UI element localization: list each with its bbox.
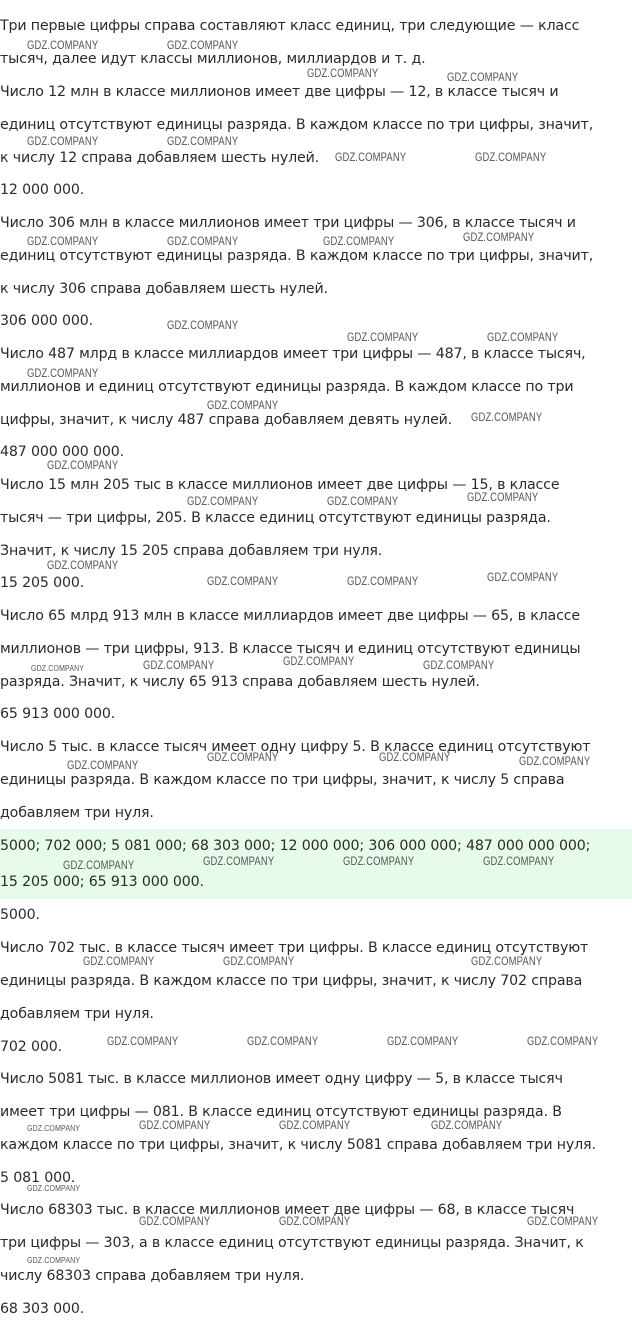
watermark: GDZ.COMPANY [347, 576, 419, 588]
watermark: GDZ.COMPANY [487, 572, 559, 584]
text-line: каждом классе по три цифры, значит, к числу 5081 справа добавляем три нуля. [0, 1137, 596, 1153]
text-line: миллионов — три цифры, 913. В классе тысяч и единиц отсутствуют единицы [0, 641, 581, 657]
watermark: GDZ.COMPANY [475, 152, 547, 164]
watermark: GDZ.COMPANY [471, 412, 543, 424]
watermark: GDZ.COMPANY [431, 1120, 503, 1132]
text-line: три цифры — 303, а в классе единиц отсутствуют единицы разряда. Значит, к [0, 1235, 584, 1251]
watermark: GDZ.COMPANY [207, 752, 279, 764]
text-line: Три первые цифры справа составляют класс единиц, три следующие — класс [0, 18, 580, 34]
watermark: GDZ.COMPANY [463, 232, 535, 244]
text-line: разряда. Значит, к числу 65 913 справа добавляем шесть нулей. [0, 674, 480, 690]
text-line: Число 487 млрд в классе миллиардов имеет три цифры — 487, в классе тысяч, [0, 346, 586, 362]
watermark: GDZ.COMPANY [379, 752, 451, 764]
text-line: 702 000. [0, 1039, 62, 1055]
watermark: GDZ.COMPANY [27, 1123, 81, 1133]
text-line: добавляем три нуля. [0, 805, 154, 821]
watermark: GDZ.COMPANY [467, 492, 539, 504]
watermark: GDZ.COMPANY [167, 236, 239, 248]
watermark: GDZ.COMPANY [27, 40, 99, 52]
text-line: единиц отсутствуют единицы разряда. В каждом классе по три цифры, значит, [0, 248, 594, 264]
watermark: GDZ.COMPANY [27, 368, 99, 380]
watermark: GDZ.COMPANY [223, 956, 295, 968]
text-line: к числу 12 справа добавляем шесть нулей. [0, 150, 320, 166]
watermark: GDZ.COMPANY [83, 956, 155, 968]
answer-line: 5000; 702 000; 5 081 000; 68 303 000; 12 000 000; 306 000 000; 487 000 000 000; [0, 838, 591, 854]
watermark: GDZ.COMPANY [47, 560, 119, 572]
watermark: GDZ.COMPANY [203, 856, 275, 868]
watermark: GDZ.COMPANY [27, 1255, 81, 1265]
text-line: 306 000 000. [0, 313, 93, 329]
watermark: GDZ.COMPANY [187, 496, 259, 508]
text-line: числу 68303 справа добавляем три нуля. [0, 1268, 305, 1284]
watermark: GDZ.COMPANY [335, 152, 407, 164]
watermark: GDZ.COMPANY [139, 1120, 211, 1132]
watermark: GDZ.COMPANY [327, 496, 399, 508]
watermark: GDZ.COMPANY [483, 856, 555, 868]
text-line: тысяч, далее идут классы миллионов, миллиардов и т. д. [0, 51, 426, 67]
watermark: GDZ.COMPANY [279, 1216, 351, 1228]
watermark: GDZ.COMPANY [167, 320, 239, 332]
text-line: Число 15 млн 205 тыс в классе миллионов имеет две цифры — 15, в классе [0, 477, 560, 493]
watermark: GDZ.COMPANY [527, 1036, 599, 1048]
watermark: GDZ.COMPANY [139, 1216, 211, 1228]
text-line: имеет три цифры — 081. В классе единиц отсутствуют единицы разряда. В [0, 1104, 562, 1120]
watermark: GDZ.COMPANY [63, 860, 135, 872]
text-line: единиц отсутствуют единицы разряда. В каждом классе по три цифры, значит, [0, 117, 594, 133]
text-line: Число 68303 тыс. в классе миллионов имеет две цифры — 68, в классе тысяч [0, 1202, 575, 1218]
text-line: Значит, к числу 15 205 справа добавляем три нуля. [0, 543, 383, 559]
text-line: Число 65 млрд 913 млн в классе миллиардов имеет две цифры — 65, в классе [0, 608, 580, 624]
text-line: 65 913 000 000. [0, 706, 116, 722]
text-line: 5000. [0, 907, 40, 923]
watermark: GDZ.COMPANY [279, 1120, 351, 1132]
watermark: GDZ.COMPANY [207, 400, 279, 412]
text-line: цифры, значит, к числу 487 справа добавляем девять нулей. [0, 412, 453, 428]
watermark: GDZ.COMPANY [387, 1036, 459, 1048]
watermark: GDZ.COMPANY [519, 756, 591, 768]
text-line: 5 081 000. [0, 1170, 76, 1186]
text-line: 487 000 000 000. [0, 444, 124, 460]
watermark: GDZ.COMPANY [27, 236, 99, 248]
watermark: GDZ.COMPANY [307, 68, 379, 80]
watermark: GDZ.COMPANY [167, 40, 239, 52]
text-line: единицы разряда. В каждом классе по три цифры, значит, к числу 5 справа [0, 772, 565, 788]
watermark: GDZ.COMPANY [527, 1216, 599, 1228]
text-line: 12 000 000. [0, 182, 85, 198]
answer-line: 15 205 000; 65 913 000 000. [0, 874, 204, 890]
watermark: GDZ.COMPANY [27, 136, 99, 148]
watermark: GDZ.COMPANY [323, 236, 395, 248]
watermark: GDZ.COMPANY [487, 332, 559, 344]
text-line: Число 702 тыс. в классе тысяч имеет три цифры. В классе единиц отсутствуют [0, 940, 589, 956]
text-line: тысяч — три цифры, 205. В классе единиц отсутствуют единицы разряда. [0, 510, 551, 526]
watermark: GDZ.COMPANY [143, 660, 215, 672]
watermark: GDZ.COMPANY [471, 956, 543, 968]
text-line: добавляем три нуля. [0, 1006, 154, 1022]
watermark: GDZ.COMPANY [67, 760, 139, 772]
watermark: GDZ.COMPANY [31, 663, 85, 673]
text-line: 68 303 000. [0, 1301, 85, 1317]
watermark: GDZ.COMPANY [247, 1036, 319, 1048]
text-line: миллионов и единиц отсутствуют единицы разряда. В каждом классе по три [0, 379, 574, 395]
watermark: GDZ.COMPANY [107, 1036, 179, 1048]
text-line: Число 5081 тыс. в классе миллионов имеет одну цифру — 5, в классе тысяч [0, 1071, 563, 1087]
watermark: GDZ.COMPANY [207, 576, 279, 588]
watermark: GDZ.COMPANY [423, 660, 495, 672]
text-line: Число 12 млн в классе миллионов имеет две цифры — 12, в классе тысяч и [0, 84, 559, 100]
text-line: единицы разряда. В каждом классе по три цифры, значит, к числу 702 справа [0, 973, 583, 989]
text-line: Число 5 тыс. в классе тысяч имеет одну цифру 5. В классе единиц отсутствуют [0, 739, 591, 755]
watermark: GDZ.COMPANY [343, 856, 415, 868]
watermark: GDZ.COMPANY [283, 656, 355, 668]
watermark: GDZ.COMPANY [27, 1183, 81, 1193]
watermark: GDZ.COMPANY [47, 460, 119, 472]
text-line: 15 205 000. [0, 575, 85, 591]
watermark: GDZ.COMPANY [167, 136, 239, 148]
text-line: к числу 306 справа добавляем шесть нулей. [0, 281, 328, 297]
watermark: GDZ.COMPANY [447, 72, 519, 84]
text-line: Число 306 млн в классе миллионов имеет три цифры — 306, в классе тысяч и [0, 215, 576, 231]
watermark: GDZ.COMPANY [347, 332, 419, 344]
